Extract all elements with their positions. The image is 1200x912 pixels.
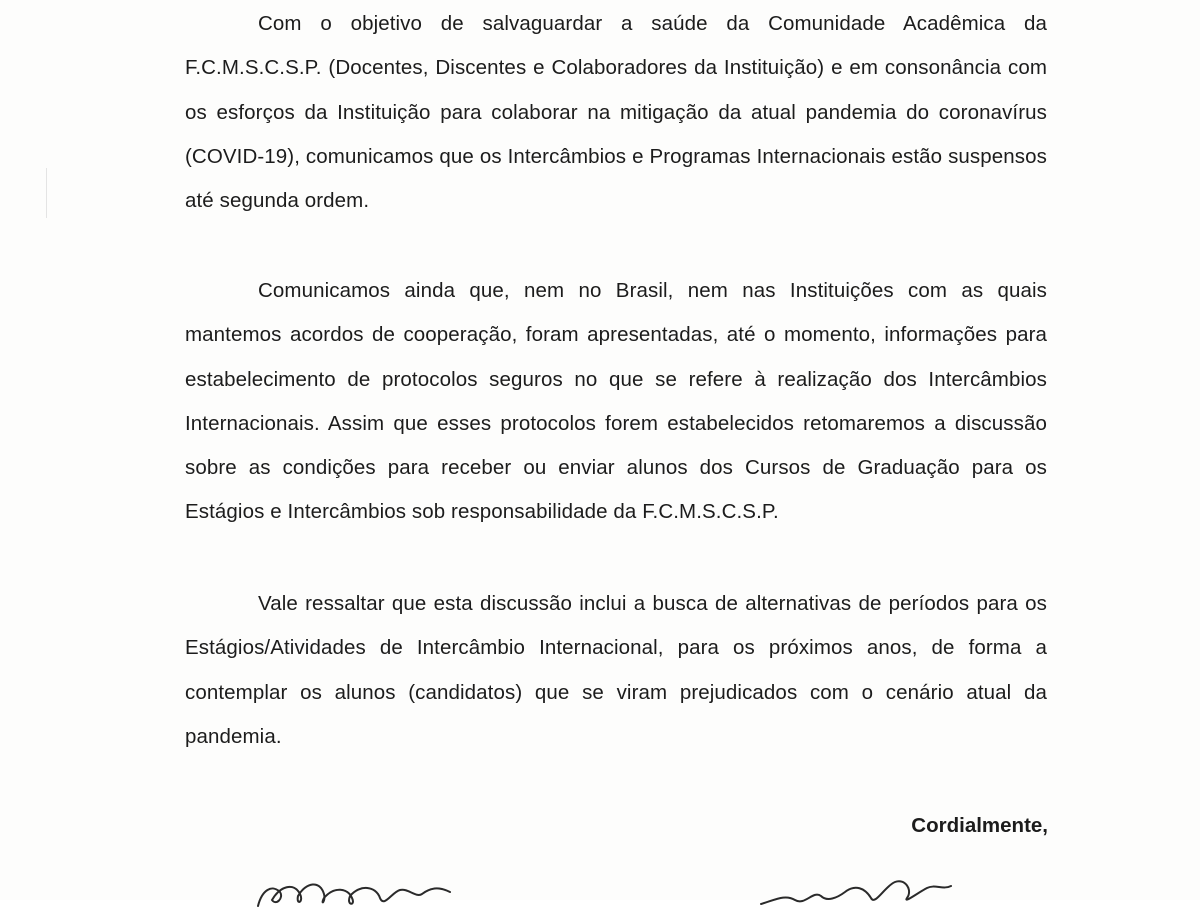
closing-salutation: Cordialmente, (911, 814, 1048, 837)
paragraph-suspension-notice: Com o objetivo de salvaguardar a saúde da Comunidade Acadêmica da F.C.M.S.C.S.P. (Docentes, Discentes e Colaboradores da Instituição) e em consonância com os esforços da Instituição para colaborar na mitigação da atual pandemia do coronavírus (COVID-19), comunicamos que os Intercâmbios e Programas Internacionais estão suspensos até segunda ordem. (185, 12, 1047, 213)
scan-margin-mark (46, 168, 47, 218)
signature-right (755, 872, 955, 912)
signature-left (250, 872, 460, 912)
paragraph-protocols: Comunicamos ainda que, nem no Brasil, nem nas Instituições com as quais mantemos acordos de cooperação, foram apresentadas, até o momento, informações para estabelecimento de protocolos seguros no que se refere à realização dos Intercâmbios Internacionais. Assim que esses protocolos forem estabelecidos retomaremos a discussão sobre as condições para receber ou enviar alunos dos Cursos de Graduação para os Estágios e Intercâmbios sob responsabilidade da F.C.M.S.C.S.P. (185, 279, 1047, 524)
paragraph-alternatives: Vale ressaltar que esta discussão inclui a busca de alternativas de períodos para os Estágios/Atividades de Intercâmbio Internacional, para os próximos anos, de forma a contemplar os alunos (candidatos) que se viram prejudicados com o cenário atual da pandemia. (185, 592, 1047, 748)
